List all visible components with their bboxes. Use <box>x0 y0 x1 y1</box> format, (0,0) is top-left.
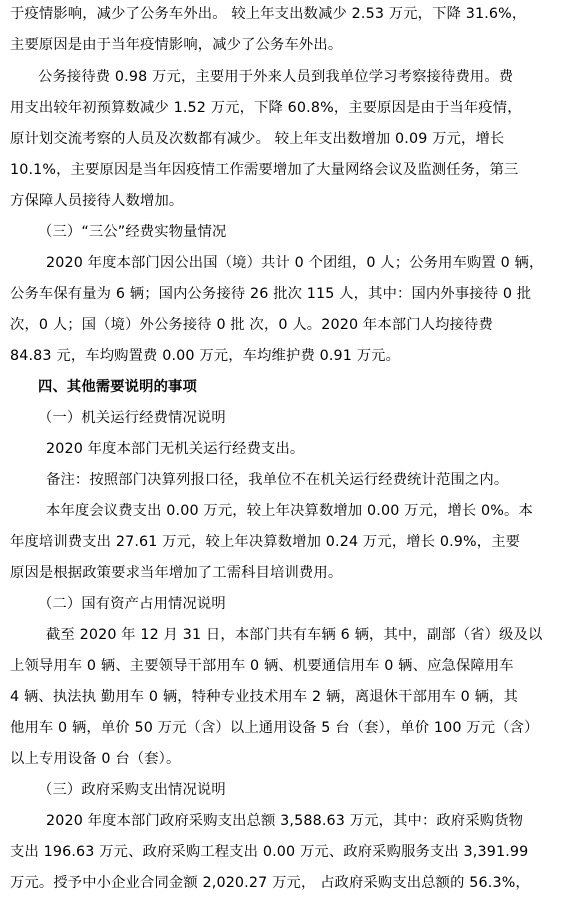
text-line: 本年度会议费支出 0.00 万元，较上年决算数增加 0.00 万元，增长 0%。本 <box>46 503 533 519</box>
text-line: 84.83 元，车均购置费 0.00 万元，车均维护费 0.91 万元。 <box>10 348 401 364</box>
text-line: 截至 2020 年 12 月 31 日，本部门共有车辆 6 辆，其中，副部（省）级及以 <box>46 627 543 643</box>
text-line: 于疫情影响，减少了公务车外出。 较上年支出数减少 2.53 万元，下降 31.6%， <box>10 6 527 22</box>
section-heading: （三）“三公”经费实物量情况 <box>38 224 227 240</box>
text-line: 上领导用车 0 辆、主要领导干部用车 0 辆、机要通信用车 0 辆、应急保障用车 <box>10 658 514 674</box>
text-line: 公务接待费 0.98 万元，主要用于外来人员到我单位学习考察接待费用。费 <box>38 69 514 85</box>
text-line: 备注：按照部门决算列报口径，我单位不在机关运行经费统计范围之内。 <box>46 472 509 488</box>
text-line: 2020 年度本部门无机关运行经费支出。 <box>46 441 305 457</box>
text-line: 方保障人员接待人数增加。 <box>10 193 184 209</box>
text-line: 用支出较年初预算数减少 1.52 万元，下降 60.8%，主要原因是由于当年疫情， <box>10 100 522 116</box>
text-line: 原计划交流考察的人员及次数都有减少。 较上年支出数增加 0.09 万元，增长 <box>10 131 505 147</box>
chapter-heading: 四、其他需要说明的事项 <box>38 379 197 395</box>
text-line: 10.1%，主要原因是当年因疫情工作需要增加了大量网络会议及监测任务，第三 <box>10 162 519 178</box>
text-line: 支出 196.63 万元、政府采购工程支出 0.00 万元、政府采购服务支出 3,391.99 <box>10 844 529 860</box>
section-heading: （二）国有资产占用情况说明 <box>38 596 226 612</box>
text-line: 他用车 0 辆，单价 50 万元（含）以上通用设备 5 台（套），单价 100 万元（含） <box>10 720 539 736</box>
text-line: 次，0 人；国（境）外公务接待 0 批 次，0 人。2020 年本部门人均接待费 <box>10 317 493 333</box>
text-line: 公务车保有量为 6 辆；国内公务接待 26 批次 115 人，其中：国内外事接待 0 批 <box>10 286 532 302</box>
text-line: 主要原因是由于当年疫情影响，减少了公务车外出。 <box>10 37 343 53</box>
section-heading: （一）机关运行经费情况说明 <box>38 410 226 426</box>
text-line: 以上专用设备 0 台（套）。 <box>10 751 181 767</box>
text-line: 万元。授予中小企业合同金额 2,020.27 万元， 占政府采购支出总额的 56.3%， <box>10 875 530 891</box>
text-line: 2020 年度本部门因公出国（境）共计 0 个团组，0 人；公务用车购置 0 辆， <box>46 255 544 271</box>
text-line: 2020 年度本部门政府采购支出总额 3,588.63 万元，其中：政府采购货物 <box>46 813 524 829</box>
text-line: 4 辆、执法执 勤用车 0 辆，特种专业技术用车 2 辆，离退休干部用车 0 辆，其 <box>10 689 518 705</box>
section-heading: （三）政府采购支出情况说明 <box>38 782 226 798</box>
text-line: 年度培训费支出 27.61 万元，较上年决算数增加 0.24 万元，增长 0.9%，主要 <box>10 534 521 550</box>
text-line: 原因是根据政策要求当年增加了工需科目培训费用。 <box>10 565 343 581</box>
